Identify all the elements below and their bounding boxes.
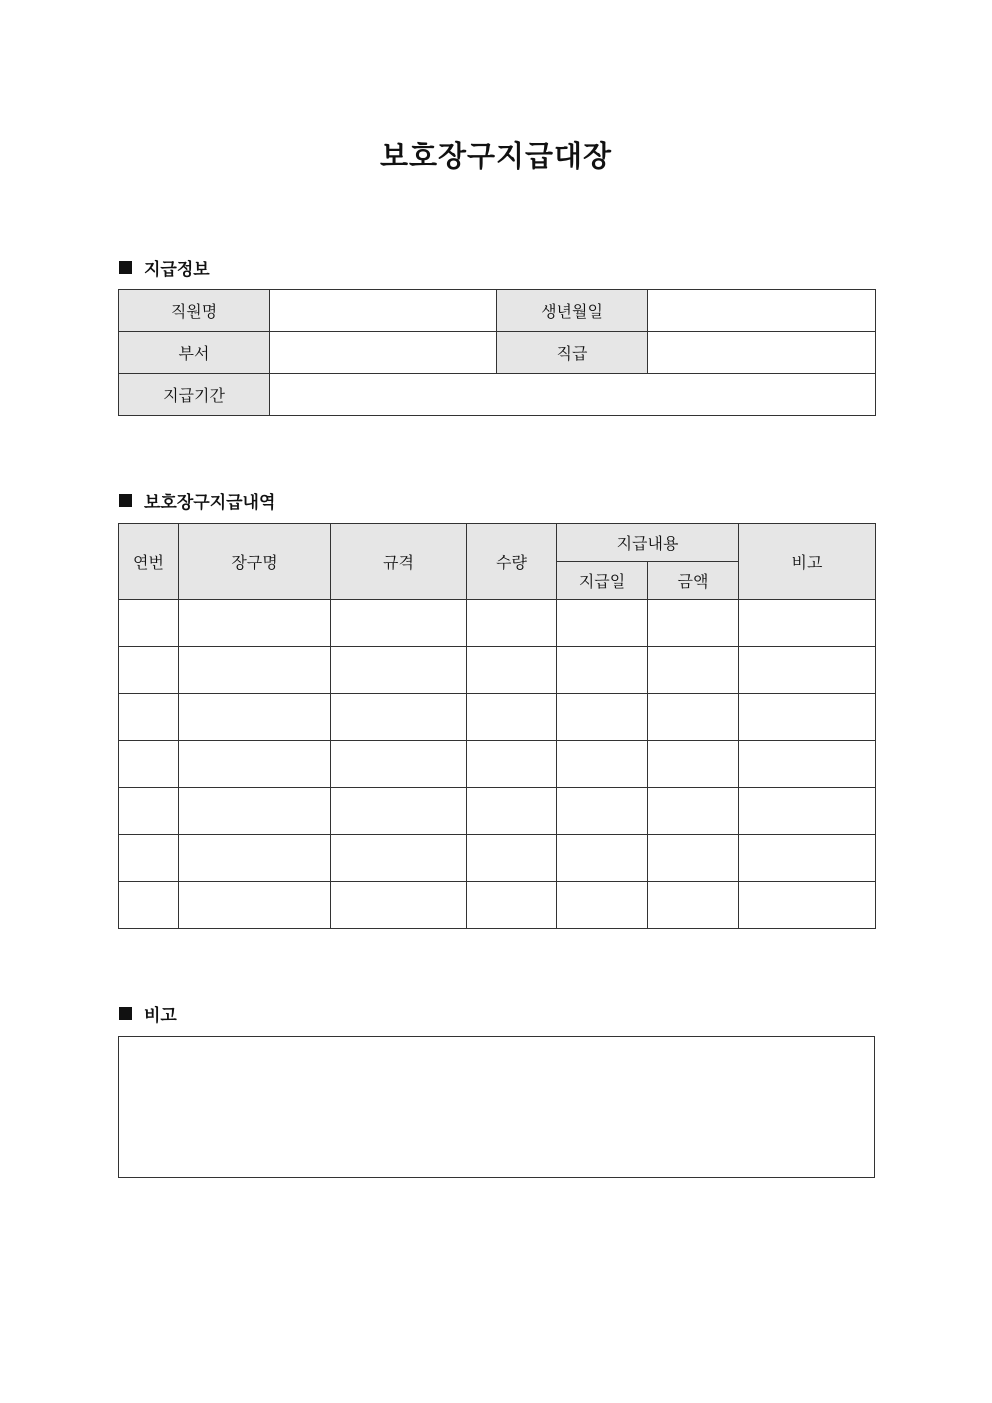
spec-cell[interactable] bbox=[331, 647, 467, 694]
square-bullet-icon bbox=[119, 261, 132, 274]
amount-cell[interactable] bbox=[648, 741, 739, 788]
info-section-heading bbox=[119, 255, 210, 280]
no-cell[interactable] bbox=[119, 882, 179, 929]
issue-date-cell[interactable] bbox=[557, 788, 648, 835]
info-row bbox=[119, 374, 876, 416]
info-row bbox=[119, 332, 876, 374]
item-name-cell[interactable] bbox=[179, 741, 331, 788]
col-spec-header: 규격 bbox=[331, 524, 467, 600]
col-no-header: 연번 bbox=[119, 524, 179, 600]
spec-cell[interactable] bbox=[331, 741, 467, 788]
table-row bbox=[119, 882, 876, 929]
department-field[interactable] bbox=[270, 332, 497, 374]
table-row bbox=[119, 835, 876, 882]
square-bullet-icon bbox=[119, 494, 132, 507]
issue-date-cell[interactable] bbox=[557, 647, 648, 694]
position-field[interactable] bbox=[648, 332, 876, 374]
table-row bbox=[119, 600, 876, 647]
issue-date-cell[interactable] bbox=[557, 882, 648, 929]
issue-date-cell[interactable] bbox=[557, 600, 648, 647]
department-label: 부서 bbox=[119, 332, 270, 374]
remarks-section-heading bbox=[119, 1001, 177, 1026]
quantity-cell[interactable] bbox=[467, 647, 557, 694]
no-cell[interactable] bbox=[119, 600, 179, 647]
info-section-title: 지급정보 bbox=[144, 260, 210, 280]
quantity-cell[interactable] bbox=[467, 788, 557, 835]
issue-period-field[interactable] bbox=[270, 374, 876, 416]
item-name-cell[interactable] bbox=[179, 600, 331, 647]
col-amount-header: 금액 bbox=[648, 562, 739, 600]
items-header-row bbox=[119, 524, 876, 562]
col-quantity-header: 수량 bbox=[467, 524, 557, 600]
items-table bbox=[118, 523, 876, 929]
remarks-cell[interactable] bbox=[739, 882, 876, 929]
item-name-cell[interactable] bbox=[179, 835, 331, 882]
remarks-cell[interactable] bbox=[739, 835, 876, 882]
col-remarks-header: 비고 bbox=[739, 524, 876, 600]
remarks-cell[interactable] bbox=[739, 694, 876, 741]
square-bullet-icon bbox=[119, 1007, 132, 1020]
no-cell[interactable] bbox=[119, 741, 179, 788]
issue-date-cell[interactable] bbox=[557, 835, 648, 882]
birth-date-label: 생년월일 bbox=[497, 290, 648, 332]
col-issue-date-header: 지급일 bbox=[557, 562, 648, 600]
spec-cell[interactable] bbox=[331, 600, 467, 647]
spec-cell[interactable] bbox=[331, 835, 467, 882]
quantity-cell[interactable] bbox=[467, 600, 557, 647]
item-name-cell[interactable] bbox=[179, 788, 331, 835]
no-cell[interactable] bbox=[119, 835, 179, 882]
employee-name-field[interactable] bbox=[270, 290, 497, 332]
no-cell[interactable] bbox=[119, 647, 179, 694]
issue-date-cell[interactable] bbox=[557, 741, 648, 788]
remarks-cell[interactable] bbox=[739, 788, 876, 835]
quantity-cell[interactable] bbox=[467, 694, 557, 741]
table-row bbox=[119, 788, 876, 835]
quantity-cell[interactable] bbox=[467, 882, 557, 929]
page-title: 보호장구지급대장 bbox=[379, 139, 613, 173]
items-section-title: 보호장구지급내역 bbox=[144, 493, 276, 513]
table-row bbox=[119, 647, 876, 694]
quantity-cell[interactable] bbox=[467, 835, 557, 882]
remarks-box[interactable] bbox=[118, 1036, 875, 1178]
item-name-cell[interactable] bbox=[179, 694, 331, 741]
no-cell[interactable] bbox=[119, 694, 179, 741]
remarks-section-title: 비고 bbox=[144, 1006, 177, 1026]
quantity-cell[interactable] bbox=[467, 741, 557, 788]
remarks-cell[interactable] bbox=[739, 600, 876, 647]
amount-cell[interactable] bbox=[648, 600, 739, 647]
amount-cell[interactable] bbox=[648, 882, 739, 929]
spec-cell[interactable] bbox=[331, 694, 467, 741]
items-section-heading bbox=[119, 488, 275, 513]
amount-cell[interactable] bbox=[648, 647, 739, 694]
table-row bbox=[119, 741, 876, 788]
info-table bbox=[118, 289, 876, 416]
remarks-cell[interactable] bbox=[739, 741, 876, 788]
info-row bbox=[119, 290, 876, 332]
employee-name-label: 직원명 bbox=[119, 290, 270, 332]
issue-date-cell[interactable] bbox=[557, 694, 648, 741]
item-name-cell[interactable] bbox=[179, 647, 331, 694]
amount-cell[interactable] bbox=[648, 835, 739, 882]
table-row bbox=[119, 694, 876, 741]
position-label: 직급 bbox=[497, 332, 648, 374]
amount-cell[interactable] bbox=[648, 788, 739, 835]
col-item-name-header: 장구명 bbox=[179, 524, 331, 600]
item-name-cell[interactable] bbox=[179, 882, 331, 929]
issue-period-label: 지급기간 bbox=[119, 374, 270, 416]
no-cell[interactable] bbox=[119, 788, 179, 835]
amount-cell[interactable] bbox=[648, 694, 739, 741]
col-issue-details-header: 지급내용 bbox=[557, 524, 739, 562]
remarks-cell[interactable] bbox=[739, 647, 876, 694]
birth-date-field[interactable] bbox=[648, 290, 876, 332]
spec-cell[interactable] bbox=[331, 788, 467, 835]
spec-cell[interactable] bbox=[331, 882, 467, 929]
